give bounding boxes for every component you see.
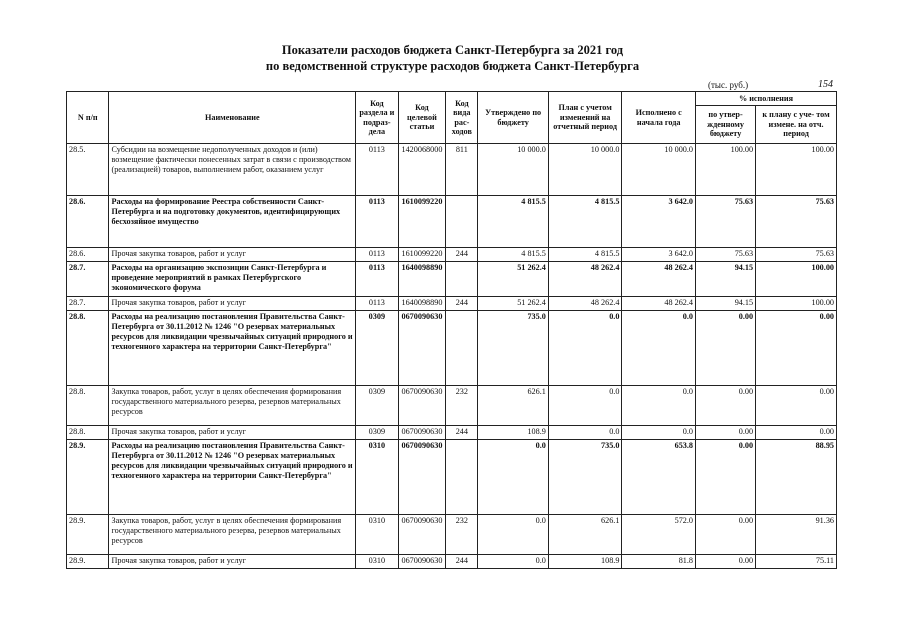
col-header-pct-plan: к плану с уче- том измене. на отч. период — [756, 106, 837, 144]
row-approved: 0.0 — [478, 555, 548, 569]
row-pct-plan: 0.00 — [756, 311, 837, 386]
row-name: Субсидии на возмещение недополученных доходов и (или) возмещение фактически понесенных затрат в связи с производством (реализацией) товаров, выполнением работ, оказанием услуг — [109, 144, 356, 196]
row-pct-budget: 0.00 — [696, 426, 756, 440]
table-row — [67, 196, 837, 248]
row-pct-plan: 100.00 — [756, 262, 837, 297]
row-executed: 653.8 — [622, 440, 696, 515]
row-type-code: 244 — [446, 426, 478, 440]
row-executed: 48 262.4 — [622, 297, 696, 311]
row-executed: 3 642.0 — [622, 196, 696, 248]
row-num: 28.9. — [67, 555, 109, 569]
row-num: 28.7. — [67, 297, 109, 311]
row-target-code: 1610099220 — [398, 196, 446, 248]
row-pct-budget: 100.00 — [696, 144, 756, 196]
row-target-code: 0670090630 — [398, 311, 446, 386]
row-type-code: 811 — [446, 144, 478, 196]
row-num: 28.8. — [67, 386, 109, 426]
row-pct-plan: 100.00 — [756, 144, 837, 196]
row-target-code: 1640098890 — [398, 297, 446, 311]
row-name: Прочая закупка товаров, работ и услуг — [109, 248, 356, 262]
row-target-code: 1420068000 — [398, 144, 446, 196]
row-type-code: 232 — [446, 515, 478, 555]
row-num: 28.8. — [67, 426, 109, 440]
col-header-num: N п/п — [67, 92, 109, 144]
row-pct-budget: 75.63 — [696, 196, 756, 248]
row-name: Прочая закупка товаров, работ и услуг — [109, 426, 356, 440]
row-target-code: 0670090630 — [398, 386, 446, 426]
table-row — [67, 440, 837, 515]
row-pct-budget: 94.15 — [696, 297, 756, 311]
row-num: 28.6. — [67, 248, 109, 262]
row-pct-budget: 94.15 — [696, 262, 756, 297]
col-header-pct-budget: по утвер- жденному бюджету — [696, 106, 756, 144]
row-section-code: 0309 — [356, 311, 398, 386]
row-executed: 0.0 — [622, 386, 696, 426]
row-type-code: 244 — [446, 297, 478, 311]
units-label: (тыс. руб.) — [708, 80, 749, 90]
table-row — [67, 426, 837, 440]
row-plan: 10 000.0 — [548, 144, 622, 196]
row-approved: 108.9 — [478, 426, 548, 440]
row-target-code: 0670090630 — [398, 515, 446, 555]
row-type-code — [446, 262, 478, 297]
row-pct-plan: 75.63 — [756, 196, 837, 248]
row-pct-plan: 0.00 — [756, 386, 837, 426]
row-section-code: 0310 — [356, 440, 398, 515]
row-target-code: 1640098890 — [398, 262, 446, 297]
row-plan: 0.0 — [548, 386, 622, 426]
col-header-pct-group: % исполнения — [696, 92, 837, 106]
row-section-code: 0113 — [356, 262, 398, 297]
row-num: 28.6. — [67, 196, 109, 248]
row-approved: 51 262.4 — [478, 297, 548, 311]
row-plan: 4 815.5 — [548, 196, 622, 248]
row-pct-budget: 0.00 — [696, 555, 756, 569]
row-target-code: 0670090630 — [398, 440, 446, 515]
row-name: Прочая закупка товаров, работ и услуг — [109, 297, 356, 311]
col-header-executed: Исполнено с начала года — [622, 92, 696, 144]
row-name: Закупка товаров, работ, услуг в целях обеспечения формирования государственного материального резерва, резервов материальных ресурсов — [109, 386, 356, 426]
row-section-code: 0113 — [356, 297, 398, 311]
row-approved: 51 262.4 — [478, 262, 548, 297]
table-body — [67, 144, 837, 569]
table-row — [67, 248, 837, 262]
report-title-line1: Показатели расходов бюджета Санкт-Петербурга за 2021 год — [281, 43, 624, 57]
row-executed: 0.0 — [622, 426, 696, 440]
row-target-code: 0670090630 — [398, 555, 446, 569]
row-pct-plan: 75.63 — [756, 248, 837, 262]
expenditure-table — [66, 91, 837, 569]
row-pct-budget: 0.00 — [696, 386, 756, 426]
row-approved: 4 815.5 — [478, 196, 548, 248]
row-pct-budget: 0.00 — [696, 311, 756, 386]
row-pct-budget: 75.63 — [696, 248, 756, 262]
table-row — [67, 262, 837, 297]
row-executed: 572.0 — [622, 515, 696, 555]
row-type-code: 244 — [446, 248, 478, 262]
row-name: Расходы на организацию экспозиции Санкт-Петербурга и проведение мероприятий в рамках Петербургского экономического форума — [109, 262, 356, 297]
row-section-code: 0113 — [356, 248, 398, 262]
row-plan: 4 815.5 — [548, 248, 622, 262]
row-type-code — [446, 440, 478, 515]
row-type-code — [446, 311, 478, 386]
col-header-type: Код вида рас- ходов — [446, 92, 478, 144]
row-section-code: 0113 — [356, 144, 398, 196]
table-row — [67, 297, 837, 311]
row-plan: 0.0 — [548, 311, 622, 386]
row-plan: 0.0 — [548, 426, 622, 440]
row-num: 28.5. — [67, 144, 109, 196]
row-section-code: 0113 — [356, 196, 398, 248]
row-name: Расходы на формирование Реестра собственности Санкт-Петербурга и на подготовку документов, идентифицирующих бесхозяйное имущество — [109, 196, 356, 248]
row-plan: 48 262.4 — [548, 262, 622, 297]
row-plan: 48 262.4 — [548, 297, 622, 311]
table-row — [67, 311, 837, 386]
row-num: 28.8. — [67, 311, 109, 386]
row-pct-plan: 88.95 — [756, 440, 837, 515]
row-name: Закупка товаров, работ, услуг в целях обеспечения формирования государственного материального резерва, резервов материальных ресурсов — [109, 515, 356, 555]
row-approved: 626.1 — [478, 386, 548, 426]
row-pct-budget: 0.00 — [696, 440, 756, 515]
row-pct-plan: 91.36 — [756, 515, 837, 555]
row-approved: 10 000.0 — [478, 144, 548, 196]
row-num: 28.9. — [67, 515, 109, 555]
col-header-name: Наименование — [109, 92, 356, 144]
row-executed: 48 262.4 — [622, 262, 696, 297]
row-section-code: 0309 — [356, 426, 398, 440]
table-row — [67, 555, 837, 569]
row-section-code: 0310 — [356, 555, 398, 569]
row-section-code: 0310 — [356, 515, 398, 555]
row-approved: 4 815.5 — [478, 248, 548, 262]
row-approved: 0.0 — [478, 515, 548, 555]
row-executed: 3 642.0 — [622, 248, 696, 262]
page-number: 154 — [818, 79, 833, 90]
row-plan: 735.0 — [548, 440, 622, 515]
table-row — [67, 144, 837, 196]
row-executed: 10 000.0 — [622, 144, 696, 196]
table-row — [67, 515, 837, 555]
col-header-target: Код целевой статьи — [398, 92, 446, 144]
row-executed: 81.8 — [622, 555, 696, 569]
report-title-line2: по ведомственной структуре расходов бюджета Санкт-Петербурга — [265, 59, 640, 73]
row-name: Расходы на реализацию постановления Правительства Санкт-Петербурга от 30.11.2012 № 1246 "О резервах материальных ресурсов для ликвидации чрезвычайных ситуаций природного и техногенного характера на территории Санкт-Петербурга" — [109, 440, 356, 515]
row-section-code: 0309 — [356, 386, 398, 426]
row-num: 28.7. — [67, 262, 109, 297]
row-pct-budget: 0.00 — [696, 515, 756, 555]
row-executed: 0.0 — [622, 311, 696, 386]
row-type-code: 232 — [446, 386, 478, 426]
row-approved: 735.0 — [478, 311, 548, 386]
col-header-approved: Утверждено по бюджету — [478, 92, 548, 144]
row-target-code: 1610099220 — [398, 248, 446, 262]
row-num: 28.9. — [67, 440, 109, 515]
col-header-section: Код раздела и подраз- дела — [356, 92, 398, 144]
row-plan: 626.1 — [548, 515, 622, 555]
row-approved: 0.0 — [478, 440, 548, 515]
row-plan: 108.9 — [548, 555, 622, 569]
row-pct-plan: 75.11 — [756, 555, 837, 569]
col-header-plan: План с учетом изменений на отчетный период — [548, 92, 622, 144]
row-type-code: 244 — [446, 555, 478, 569]
row-pct-plan: 100.00 — [756, 297, 837, 311]
row-name: Прочая закупка товаров, работ и услуг — [109, 555, 356, 569]
table-row — [67, 386, 837, 426]
row-target-code: 0670090630 — [398, 426, 446, 440]
row-name: Расходы на реализацию постановления Правительства Санкт-Петербурга от 30.11.2012 № 1246 "О резервах материальных ресурсов для ликвидации чрезвычайных ситуаций природного и техногенного характера на территории Санкт-Петербурга" — [109, 311, 356, 386]
row-pct-plan: 0.00 — [756, 426, 837, 440]
row-type-code — [446, 196, 478, 248]
